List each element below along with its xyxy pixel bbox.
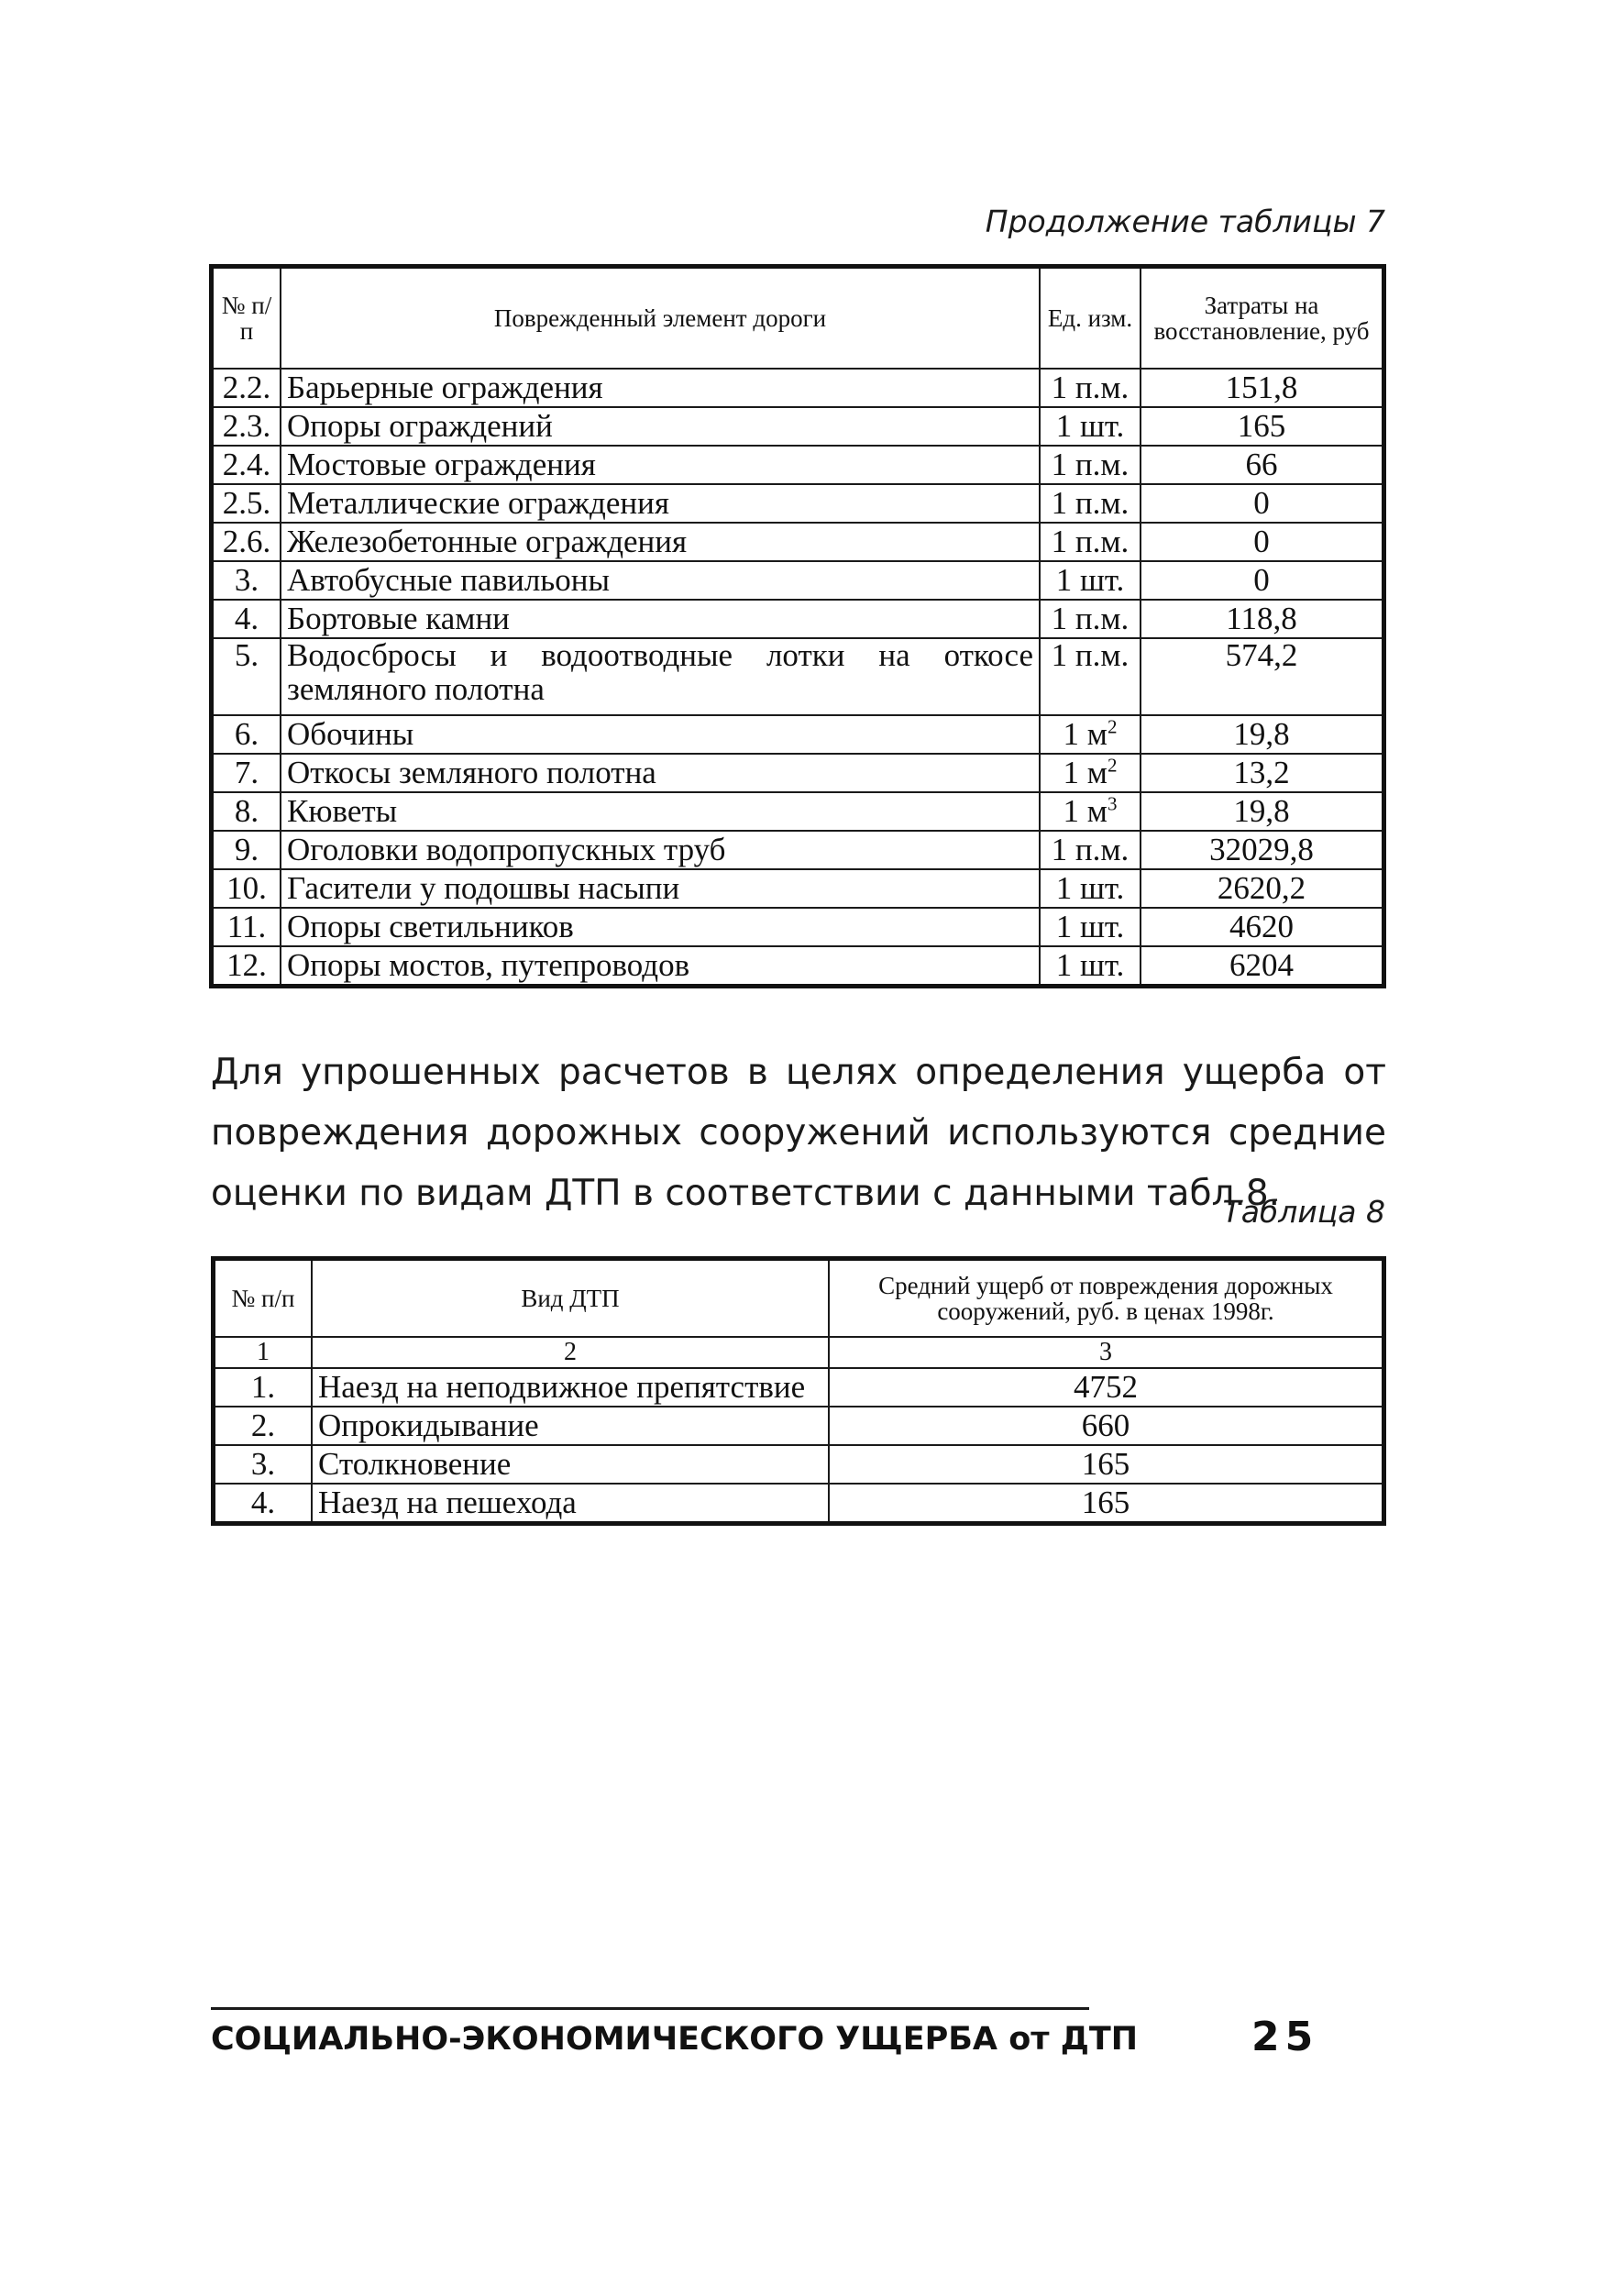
row-cost: 165 <box>1141 407 1384 446</box>
row-num: 12. <box>212 946 281 987</box>
row-unit: 1 п.м. <box>1040 523 1141 561</box>
paragraph-line: оценки по видам ДТП в соответствии с данными табл.8. <box>211 1173 1281 1214</box>
table-row <box>212 869 1384 908</box>
row-element: Обочины <box>281 715 1040 754</box>
table-row <box>212 484 1384 523</box>
table-row <box>214 1407 1384 1445</box>
table8-header-num: № п/п <box>214 1259 313 1338</box>
row-unit: 1 п.м. <box>1040 600 1141 638</box>
table8-header-row <box>214 1259 1384 1338</box>
row-element: Мостовые ограждения <box>281 446 1040 484</box>
row-unit: 1 п.м. <box>1040 369 1141 407</box>
table7-header-cost: Затраты на восстановление, руб <box>1141 267 1384 370</box>
table8-header-damage: Средний ущерб от повреждения дорожных сооружений, руб. в ценах 1998г. <box>829 1259 1384 1338</box>
table8-header-type: Вид ДТП <box>312 1259 829 1338</box>
row-unit: 1 шт. <box>1040 908 1141 946</box>
unit-exponent: 2 <box>1107 714 1118 737</box>
table-row <box>212 407 1384 446</box>
row-element: Гасители у подошвы насыпи <box>281 869 1040 908</box>
row-num: 2.5. <box>212 484 281 523</box>
row-cost: 151,8 <box>1141 369 1384 407</box>
row-num: 2.4. <box>212 446 281 484</box>
table7-header-element: Поврежденный элемент дороги <box>281 267 1040 370</box>
row-damage: 660 <box>829 1407 1384 1445</box>
row-unit: 1 шт. <box>1040 869 1141 908</box>
row-num: 8. <box>212 792 281 831</box>
row-num: 2.6. <box>212 523 281 561</box>
row-num: 3. <box>214 1445 313 1484</box>
index-cell: 3 <box>829 1337 1384 1368</box>
table-row <box>212 446 1384 484</box>
row-unit: 1 п.м. <box>1040 831 1141 869</box>
table7 <box>209 264 1386 988</box>
body-paragraph <box>211 1043 1386 1224</box>
table8-index-row <box>214 1337 1384 1368</box>
row-unit <box>1040 754 1141 792</box>
table8-caption: Таблица 8 <box>1222 1194 1385 1230</box>
row-element: Оголовки водопропускных труб <box>281 831 1040 869</box>
row-unit: 1 шт. <box>1040 946 1141 987</box>
unit-base: 1 м <box>1063 715 1108 752</box>
row-num: 6. <box>212 715 281 754</box>
row-cost: 574,2 <box>1141 638 1384 715</box>
row-num: 4. <box>214 1484 313 1524</box>
row-element: Металлические ограждения <box>281 484 1040 523</box>
row-cost: 118,8 <box>1141 600 1384 638</box>
row-cost: 4620 <box>1141 908 1384 946</box>
index-cell: 2 <box>312 1337 829 1368</box>
index-cell: 1 <box>214 1337 313 1368</box>
table-row <box>212 831 1384 869</box>
row-num: 11. <box>212 908 281 946</box>
row-num: 9. <box>212 831 281 869</box>
paragraph-line: Для упрошенных расчетов в целях определения ущерба от <box>211 1052 1386 1093</box>
row-num: 2.2. <box>212 369 281 407</box>
table7-header-num: № п/п <box>212 267 281 370</box>
table-row <box>212 908 1384 946</box>
row-accident-type: Опрокидывание <box>312 1407 829 1445</box>
row-num: 4. <box>212 600 281 638</box>
row-element: Автобусные павильоны <box>281 561 1040 600</box>
row-num: 1. <box>214 1368 313 1407</box>
row-cost: 2620,2 <box>1141 869 1384 908</box>
row-element: Опоры мостов, путепроводов <box>281 946 1040 987</box>
row-accident-type: Наезд на неподвижное препятствие <box>312 1368 829 1407</box>
row-num: 3. <box>212 561 281 600</box>
row-unit: 1 п.м. <box>1040 446 1141 484</box>
table-row <box>212 523 1384 561</box>
table-row <box>214 1445 1384 1484</box>
row-cost: 13,2 <box>1141 754 1384 792</box>
row-num: 2. <box>214 1407 313 1445</box>
row-cost: 0 <box>1141 523 1384 561</box>
row-unit: 1 шт. <box>1040 561 1141 600</box>
row-damage: 4752 <box>829 1368 1384 1407</box>
row-element: Водосбросы и водоотводные лотки на откосе земляного полотна <box>281 638 1040 715</box>
row-damage: 165 <box>829 1445 1384 1484</box>
row-unit: 1 шт. <box>1040 407 1141 446</box>
row-unit <box>1040 715 1141 754</box>
row-element: Бортовые камни <box>281 600 1040 638</box>
row-num: 5. <box>212 638 281 715</box>
table-row <box>212 638 1384 715</box>
table-row <box>212 754 1384 792</box>
row-accident-type: Столкновение <box>312 1445 829 1484</box>
row-cost: 0 <box>1141 484 1384 523</box>
page-number: 25 <box>1251 2014 1319 2060</box>
row-element: Опоры ограждений <box>281 407 1040 446</box>
footer-title: СОЦИАЛЬНО-ЭКОНОМИЧЕСКОГО УЩЕРБА от ДТП <box>211 2021 1139 2058</box>
table7-header-row <box>212 267 1384 370</box>
table8 <box>211 1256 1386 1526</box>
row-cost: 66 <box>1141 446 1384 484</box>
table-row <box>214 1484 1384 1524</box>
table7-header-unit: Ед. изм. <box>1040 267 1141 370</box>
row-cost: 6204 <box>1141 946 1384 987</box>
row-cost: 19,8 <box>1141 715 1384 754</box>
row-unit: 1 п.м. <box>1040 638 1141 715</box>
row-cost: 32029,8 <box>1141 831 1384 869</box>
row-unit: 1 п.м. <box>1040 484 1141 523</box>
row-element: Железобетонные ограждения <box>281 523 1040 561</box>
row-damage: 165 <box>829 1484 1384 1524</box>
table7-caption: Продолжение таблицы 7 <box>985 204 1385 239</box>
row-cost: 19,8 <box>1141 792 1384 831</box>
table-row <box>212 369 1384 407</box>
table-row <box>214 1368 1384 1407</box>
row-num: 10. <box>212 869 281 908</box>
table-row <box>212 600 1384 638</box>
row-num: 7. <box>212 754 281 792</box>
row-element: Откосы земляного полотна <box>281 754 1040 792</box>
row-element: Опоры светильников <box>281 908 1040 946</box>
unit-exponent: 3 <box>1107 791 1118 814</box>
row-unit <box>1040 792 1141 831</box>
table-row <box>212 792 1384 831</box>
unit-exponent: 2 <box>1107 753 1118 776</box>
row-element: Барьерные ограждения <box>281 369 1040 407</box>
row-num: 2.3. <box>212 407 281 446</box>
table-row <box>212 715 1384 754</box>
row-cost: 0 <box>1141 561 1384 600</box>
paragraph-line: повреждения дорожных сооружений используются средние <box>211 1112 1386 1154</box>
unit-base: 1 м <box>1063 754 1108 790</box>
footer-rule <box>211 2007 1089 2010</box>
table-row <box>212 561 1384 600</box>
table-row <box>212 946 1384 987</box>
row-element: Кюветы <box>281 792 1040 831</box>
row-accident-type: Наезд на пешехода <box>312 1484 829 1524</box>
unit-base: 1 м <box>1063 792 1108 829</box>
